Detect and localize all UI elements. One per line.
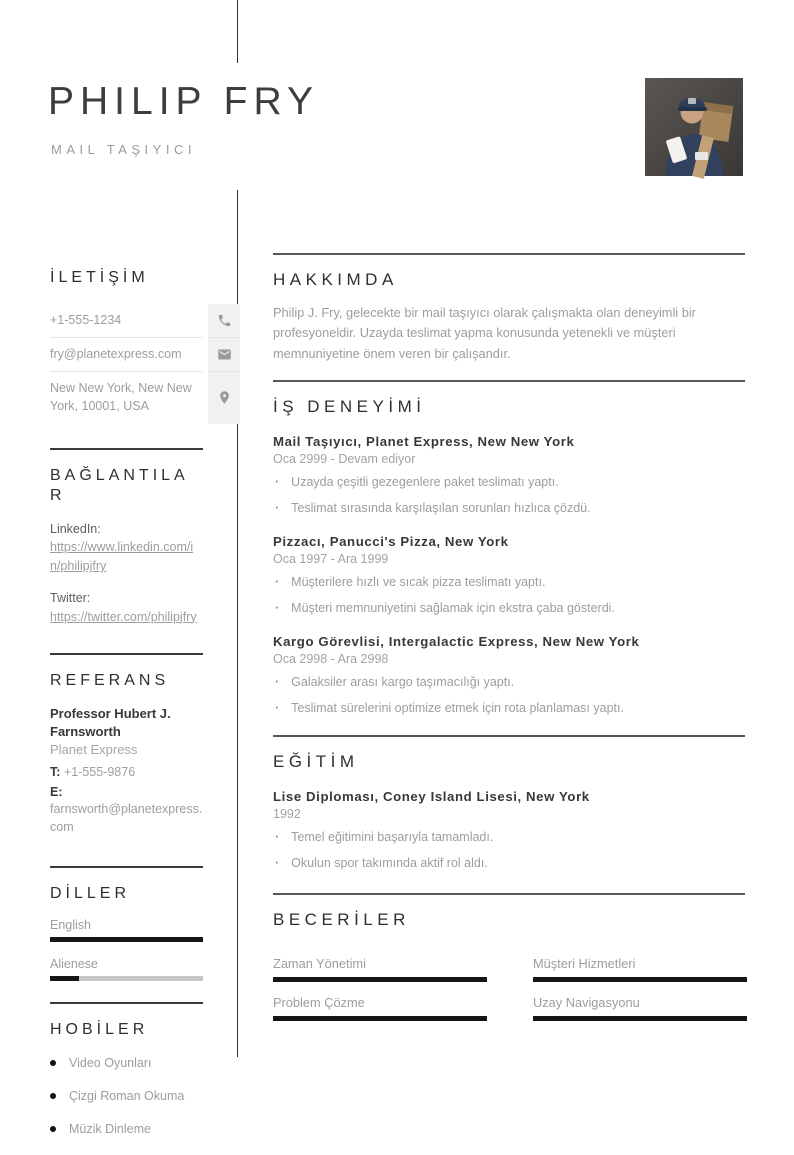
bullet-item — [273, 500, 745, 517]
bullet-dot: · — [275, 501, 280, 516]
job-bullets — [273, 674, 745, 717]
job-title: Pizzacı, Panucci's Pizza, New York — [273, 534, 509, 550]
about-text: Philip J. Fry, gelecekte bir mail taşıyıcı olarak çalışmakta olan deneyimli bir profesyoneldir. Uzayda teslimat yapma konusunda yetenekli ve müşteri memnuniyetine önem veren bir çalışandır. — [273, 305, 696, 361]
bullet-item — [273, 674, 745, 691]
left-sidebar — [50, 268, 240, 1155]
about-heading: HAKKIMDA — [273, 270, 398, 289]
skill-bar-fill — [273, 1016, 487, 1021]
skill-name: Müşteri Hizmetleri — [533, 956, 636, 972]
skill-item — [533, 995, 747, 1021]
experience-entry — [273, 534, 745, 617]
bullet-dot: · — [275, 855, 280, 870]
experience-entry — [273, 634, 745, 717]
hobby-text: Çizgi Roman Okuma — [69, 1089, 185, 1104]
contact-heading: İLETİŞİM — [50, 269, 149, 286]
skill-name: Uzay Navigasyonu — [533, 995, 640, 1011]
bullet-item — [273, 700, 745, 717]
hobby-text: Müzik Dinleme — [69, 1122, 151, 1137]
reference-name: Professor Hubert J. Farnsworth — [50, 706, 171, 739]
language-name: Alienese — [50, 957, 98, 972]
language-bar-track — [50, 937, 203, 942]
linkedin-link-item — [50, 520, 203, 576]
bullet-dot: · — [275, 601, 280, 616]
reference-block — [50, 705, 203, 836]
reference-email — [50, 784, 203, 837]
bullet-text: Müşteri memnuniyetini sağlamak için ekstra çaba gösterdi. — [291, 601, 615, 616]
skill-item — [273, 956, 487, 982]
bullet-text: Temel eğitimini başarıyla tamamladı. — [291, 829, 494, 844]
skills-heading: BECERİLER — [273, 910, 410, 930]
contact-list — [50, 304, 240, 424]
skill-item — [533, 956, 747, 982]
bullet-text: Okulun spor takımında aktif rol aldı. — [291, 855, 488, 870]
bullet-item — [273, 829, 745, 846]
skill-bar-fill — [533, 1016, 747, 1021]
mail-carrier-illustration — [645, 78, 743, 176]
reference-phone — [50, 764, 203, 782]
address-value: New New York, New New York, 10001, USA — [50, 381, 192, 414]
languages-list — [50, 918, 203, 981]
education-dates: 1992 — [273, 806, 301, 821]
bullet-dot: · — [275, 700, 280, 715]
job-title: Kargo Görevlisi, Intergalactic Express, New New York — [273, 633, 640, 649]
hobby-text: Video Oyunları — [69, 1056, 152, 1071]
job-title: Mail Taşıyıcı, Planet Express, New New York — [273, 434, 575, 450]
hobby-item — [50, 1122, 210, 1136]
skill-bar-track — [273, 977, 487, 982]
skill-item — [273, 995, 487, 1021]
bullet-dot — [50, 1093, 56, 1099]
phone-icon — [208, 304, 240, 338]
skill-name: Zaman Yönetimi — [273, 956, 366, 972]
hobby-item — [50, 1056, 210, 1070]
bullet-text: Teslimat sürelerini optimize etmek için rota planlaması yaptı. — [291, 700, 624, 715]
links-heading: BAĞLANTILAR — [50, 466, 189, 504]
languages-heading: DİLLER — [50, 885, 131, 903]
experience-entry — [273, 434, 745, 517]
section-divider — [50, 448, 203, 450]
section-divider — [50, 653, 203, 655]
contact-address-row — [50, 372, 240, 423]
job-dates: Oca 2998 - Ara 2998 — [273, 651, 389, 666]
main-content — [273, 253, 745, 1021]
bullet-dot — [50, 1126, 56, 1132]
linkedin-url[interactable]: https://www.linkedin.com/in/philipjfry — [50, 540, 194, 573]
skill-bar-track — [533, 1016, 747, 1021]
job-dates: Oca 1997 - Ara 1999 — [273, 552, 389, 567]
bullet-item — [273, 474, 745, 491]
language-item — [50, 957, 203, 981]
person-name: PHILIP FRY — [48, 80, 319, 123]
twitter-link-item — [50, 589, 203, 627]
bullet-dot: · — [275, 829, 280, 844]
bullet-dot — [50, 1060, 56, 1066]
reference-company: Planet Express — [50, 742, 138, 758]
section-divider — [273, 380, 745, 382]
reference-phone-label: T: — [50, 765, 61, 780]
phone-value: +1-555-1234 — [50, 304, 203, 338]
language-name: English — [50, 918, 91, 933]
bullet-dot: · — [275, 475, 280, 490]
hobby-item — [50, 1089, 210, 1103]
bullet-text: Müşterilere hızlı ve sıcak pizza teslimatı yaptı. — [291, 575, 546, 590]
job-dates: Oca 2999 - Devam ediyor — [273, 452, 416, 467]
job-bullets — [273, 474, 745, 517]
hobbies-heading: HOBİLER — [50, 1021, 149, 1039]
reference-email-value: farnsworth@planetexpress.com — [50, 802, 203, 834]
bullet-text: Teslimat sırasında karşılaşılan sorunları hızlıca çözdü. — [291, 501, 591, 516]
bullet-item — [273, 600, 745, 617]
job-title-subtitle: MAIL TAŞIYICI — [51, 142, 196, 157]
twitter-label: Twitter: — [50, 590, 91, 605]
section-divider — [273, 893, 745, 895]
job-bullets — [273, 574, 745, 617]
twitter-url[interactable]: https://twitter.com/philipjfry — [50, 609, 197, 624]
top-divider-line — [237, 0, 238, 63]
skill-name: Problem Çözme — [273, 995, 365, 1011]
language-bar-fill — [50, 976, 79, 981]
skills-grid — [273, 956, 745, 1021]
skill-bar-fill — [533, 977, 747, 982]
reference-heading: REFERANS — [50, 672, 170, 690]
language-bar-track — [50, 976, 203, 981]
skill-bar-fill — [273, 977, 487, 982]
section-divider — [273, 253, 745, 255]
contact-email-row — [50, 338, 240, 372]
language-bar-fill — [50, 937, 203, 942]
bullet-item — [273, 855, 745, 872]
bullet-text: Galaksiler arası kargo taşımacılığı yaptı. — [291, 674, 515, 689]
hobbies-list — [50, 1056, 210, 1136]
bullet-item — [273, 574, 745, 591]
education-title: Lise Diploması, Coney Island Lisesi, New York — [273, 788, 590, 804]
section-divider — [50, 1002, 203, 1004]
email-value: fry@planetexpress.com — [50, 338, 203, 372]
section-divider — [50, 866, 203, 868]
envelope-icon — [208, 338, 240, 372]
bullet-dot: · — [275, 575, 280, 590]
experience-heading: İŞ DENEYİMİ — [273, 397, 426, 417]
skill-bar-track — [273, 1016, 487, 1021]
location-pin-icon — [208, 372, 240, 423]
education-bullets — [273, 829, 745, 872]
links-list — [50, 520, 203, 627]
education-entry — [273, 789, 745, 872]
contact-phone-row — [50, 304, 240, 338]
profile-photo — [645, 78, 743, 176]
education-heading: EĞİTİM — [273, 751, 359, 771]
reference-email-label: E: — [50, 784, 63, 799]
bullet-text: Uzayda çeşitli gezegenlere paket teslimatı yaptı. — [291, 475, 559, 490]
language-item — [50, 918, 203, 942]
reference-phone-value: +1-555-9876 — [63, 765, 136, 780]
bullet-dot: · — [275, 674, 280, 689]
linkedin-label: LinkedIn: — [50, 521, 101, 536]
skill-bar-track — [533, 977, 747, 982]
section-divider — [273, 735, 745, 737]
